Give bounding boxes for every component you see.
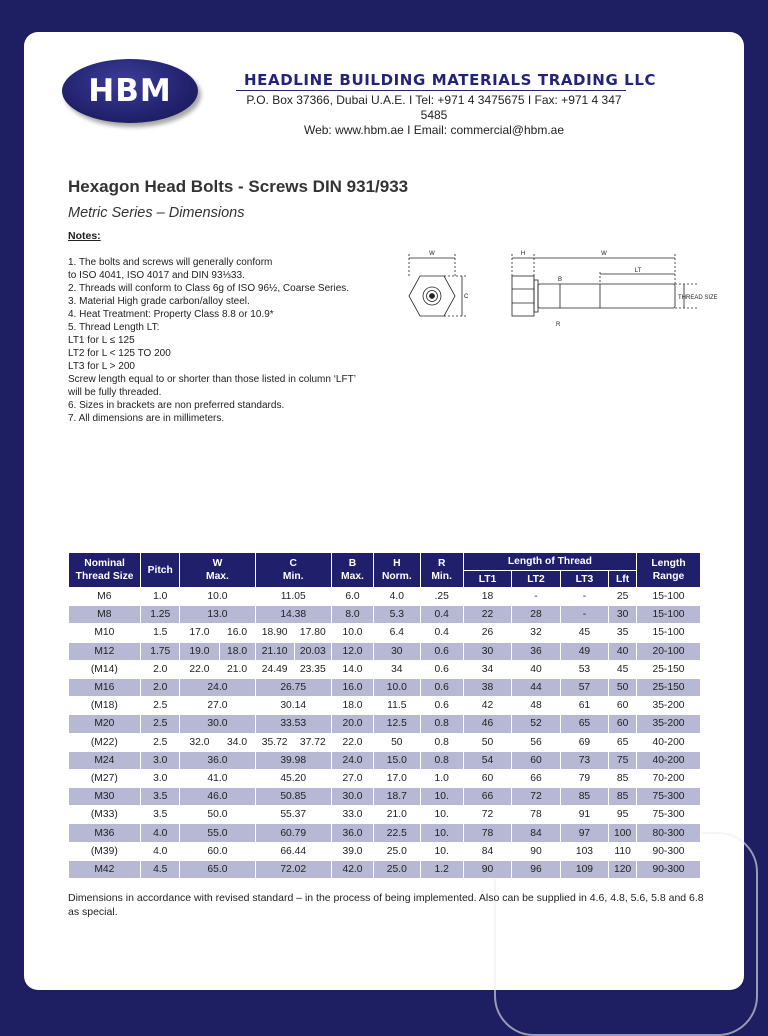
table-cell: 50 <box>609 678 637 696</box>
table-cell: 17.80 <box>294 624 331 642</box>
table-cell: (M22) <box>69 733 141 751</box>
header-r: R <box>437 558 446 569</box>
web-line: Web: www.hbm.ae I Email: commercial@hbm.ae <box>303 123 565 137</box>
table-cell: 22.0 <box>180 660 219 678</box>
table-cell: 6.4 <box>374 624 420 642</box>
table-cell: 24.0 <box>331 751 373 769</box>
table-cell: 60 <box>512 751 560 769</box>
table-cell: 22 <box>463 606 511 624</box>
table-row <box>69 769 701 787</box>
table-cell: 3.0 <box>141 751 180 769</box>
table-cell: (M33) <box>69 806 141 824</box>
header-w: W <box>212 558 223 569</box>
notes-list <box>68 256 408 425</box>
table-cell: 65 <box>609 733 637 751</box>
table-cell: 14.38 <box>255 606 331 624</box>
table-cell: 1.5 <box>141 624 180 642</box>
table-cell: 120 <box>609 860 637 878</box>
table-cell: 18 <box>463 588 511 606</box>
table-cell: 30 <box>374 642 420 660</box>
table-cell: 53 <box>560 660 608 678</box>
header-h-norm: Norm. <box>381 571 412 582</box>
table-cell: 91 <box>560 806 608 824</box>
label-w-length: W <box>601 251 607 257</box>
table-cell: 17.0 <box>374 769 420 787</box>
table-cell: 4.0 <box>141 842 180 860</box>
table-cell: 27.0 <box>180 697 255 715</box>
table-cell: 40 <box>512 660 560 678</box>
table-cell: 0.6 <box>420 642 463 660</box>
table-cell: 90 <box>512 842 560 860</box>
table-cell: M42 <box>69 860 141 878</box>
table-cell: 25.0 <box>374 842 420 860</box>
note-line: Screw length equal to or shorter than those listed in column ‘LFT’ <box>68 374 356 385</box>
col-pitch: Pitch <box>141 553 180 588</box>
table-cell: 1.75 <box>141 642 180 660</box>
table-cell: 90 <box>463 860 511 878</box>
table-cell: 50 <box>463 733 511 751</box>
col-w <box>180 553 255 588</box>
table-cell: 32.0 <box>180 733 219 751</box>
label-r: R <box>556 322 561 328</box>
table-cell: M24 <box>69 751 141 769</box>
table-cell: 80-300 <box>637 824 701 842</box>
table-row <box>69 678 701 696</box>
table-cell: 25 <box>609 588 637 606</box>
note-line: LT1 for L ≤ 125 <box>68 335 135 346</box>
table-cell: 45 <box>609 660 637 678</box>
table-cell: 4.0 <box>374 588 420 606</box>
table-cell: 78 <box>463 824 511 842</box>
logo-text: HBM <box>88 73 172 109</box>
table-cell: 39.0 <box>331 842 373 860</box>
header-r-min: Min. <box>431 571 452 582</box>
table-cell: (M14) <box>69 660 141 678</box>
table-cell: 30.14 <box>255 697 331 715</box>
table-cell: 4.5 <box>141 860 180 878</box>
table-cell: - <box>560 588 608 606</box>
table-cell: 10.0 <box>374 678 420 696</box>
table-cell: 30 <box>463 642 511 660</box>
table-row <box>69 842 701 860</box>
table-cell: 1.2 <box>420 860 463 878</box>
table-cell: 3.5 <box>141 806 180 824</box>
table-cell: 5.3 <box>374 606 420 624</box>
label-c: C <box>464 294 469 300</box>
table-cell: 0.4 <box>420 606 463 624</box>
table-cell: 69 <box>560 733 608 751</box>
table-row <box>69 824 701 842</box>
table-cell: 103 <box>560 842 608 860</box>
table-cell: 14.0 <box>331 660 373 678</box>
note-line: LT3 for L > 200 <box>68 361 135 372</box>
note-line: 4. Heat Treatment: Property Class 8.8 or 10.9* <box>68 309 274 320</box>
table-cell: M16 <box>69 678 141 696</box>
table-cell: 18.90 <box>255 624 294 642</box>
table-cell: 15-100 <box>637 624 701 642</box>
table-cell: 100 <box>609 824 637 842</box>
table-cell: 1.0 <box>141 588 180 606</box>
table-cell: 84 <box>463 842 511 860</box>
header-range-line2: Range <box>652 571 685 582</box>
table-cell: 25.0 <box>374 860 420 878</box>
table-cell: 2.0 <box>141 678 180 696</box>
table-cell: 95 <box>609 806 637 824</box>
table-row <box>69 860 701 878</box>
header-range-line1: Length <box>651 558 686 569</box>
col-lt3: LT3 <box>560 571 608 588</box>
table-cell: 66 <box>463 788 511 806</box>
table-row <box>69 660 701 678</box>
table-row <box>69 624 701 642</box>
header-nominal-line1: Nominal <box>84 558 125 569</box>
note-line: LT2 for L < 125 TO 200 <box>68 348 171 359</box>
table-cell: 35-200 <box>637 715 701 733</box>
table-cell: 42 <box>463 697 511 715</box>
table-cell: 97 <box>560 824 608 842</box>
table-cell: 50 <box>374 733 420 751</box>
table-cell: 60 <box>609 715 637 733</box>
table-cell: 40-200 <box>637 733 701 751</box>
table-cell: 110 <box>609 842 637 860</box>
table-cell: 10. <box>420 824 463 842</box>
table-cell: 60.79 <box>255 824 331 842</box>
table-cell: 90-300 <box>637 860 701 878</box>
contact-info <box>234 93 634 138</box>
table-cell: M20 <box>69 715 141 733</box>
table-cell: 34 <box>374 660 420 678</box>
table-cell: - <box>512 588 560 606</box>
table-cell: (M39) <box>69 842 141 860</box>
col-c <box>255 553 331 588</box>
table-row <box>69 733 701 751</box>
table-cell: 12.0 <box>331 642 373 660</box>
header-b: B <box>348 558 357 569</box>
table-cell: 0.8 <box>420 733 463 751</box>
notes-heading: Notes: <box>68 230 101 242</box>
header-h: H <box>393 558 401 569</box>
table-cell: 84 <box>512 824 560 842</box>
table-cell: 40-200 <box>637 751 701 769</box>
table-cell: 38 <box>463 678 511 696</box>
table-cell: 34.0 <box>219 733 255 751</box>
table-cell: 65 <box>560 715 608 733</box>
header-rule <box>236 90 626 91</box>
table-cell: 66 <box>512 769 560 787</box>
table-cell: (M27) <box>69 769 141 787</box>
table-cell: 35-200 <box>637 697 701 715</box>
table-cell: 41.0 <box>180 769 255 787</box>
note-line: 5. Thread Length LT: <box>68 322 160 333</box>
table-cell: 66.44 <box>255 842 331 860</box>
table-cell: 33.53 <box>255 715 331 733</box>
table-cell: 15-100 <box>637 606 701 624</box>
table-cell: 50.85 <box>255 788 331 806</box>
table-cell: 36.0 <box>180 751 255 769</box>
col-lt1: LT1 <box>463 571 511 588</box>
note-line: to ISO 4041, ISO 4017 and DIN 93⅓33. <box>68 270 245 281</box>
table-cell: 3.5 <box>141 788 180 806</box>
col-length-of-thread: Length of Thread <box>463 553 636 571</box>
table-cell: M30 <box>69 788 141 806</box>
header-w-max: Max. <box>206 571 229 582</box>
table-cell: 45.20 <box>255 769 331 787</box>
table-cell: 30.0 <box>331 788 373 806</box>
table-cell: 46 <box>463 715 511 733</box>
table-cell: 96 <box>512 860 560 878</box>
table-cell: 25-150 <box>637 678 701 696</box>
table-cell: 16.0 <box>219 624 255 642</box>
table-cell: 32 <box>512 624 560 642</box>
table-cell: 0.8 <box>420 751 463 769</box>
table-cell: 26.75 <box>255 678 331 696</box>
table-cell: M6 <box>69 588 141 606</box>
table-cell: 39.98 <box>255 751 331 769</box>
table-cell: 12.5 <box>374 715 420 733</box>
label-w-head: W <box>429 251 435 257</box>
table-cell: 56 <box>512 733 560 751</box>
table-cell: 46.0 <box>180 788 255 806</box>
table-cell: 45 <box>560 624 608 642</box>
table-cell: 20.03 <box>294 642 331 660</box>
note-line: 6. Sizes in brackets are non preferred standards. <box>68 400 285 411</box>
hex-head-side-view <box>512 276 534 316</box>
col-r <box>420 553 463 588</box>
label-lt: LT <box>634 268 642 274</box>
table-row <box>69 806 701 824</box>
table-cell: 10.0 <box>331 624 373 642</box>
table-cell: M36 <box>69 824 141 842</box>
table-cell: 3.0 <box>141 769 180 787</box>
table-cell: 0.6 <box>420 697 463 715</box>
table-cell: 48 <box>512 697 560 715</box>
table-cell: 0.6 <box>420 660 463 678</box>
table-cell: M10 <box>69 624 141 642</box>
table-cell: 1.0 <box>420 769 463 787</box>
table-cell: 22.0 <box>331 733 373 751</box>
table-cell: 50.0 <box>180 806 255 824</box>
col-lt2: LT2 <box>512 571 560 588</box>
table-cell: 10. <box>420 788 463 806</box>
table-cell: 75-300 <box>637 788 701 806</box>
table-cell: 35 <box>609 624 637 642</box>
table-cell: 18.0 <box>331 697 373 715</box>
table-cell: 0.6 <box>420 678 463 696</box>
table-cell: 33.0 <box>331 806 373 824</box>
note-line: 3. Material High grade carbon/alloy steel. <box>68 296 250 307</box>
table-cell: 8.0 <box>331 606 373 624</box>
table-cell: 25-150 <box>637 660 701 678</box>
table-cell: 15.0 <box>374 751 420 769</box>
table-cell: 85 <box>609 788 637 806</box>
company-name: HEADLINE BUILDING MATERIALS TRADING LLC <box>244 71 657 89</box>
table-cell: 73 <box>560 751 608 769</box>
table-cell: 60.0 <box>180 842 255 860</box>
col-length-range <box>637 553 701 588</box>
label-b: B <box>558 277 563 283</box>
document-page <box>24 32 744 990</box>
table-cell: 61 <box>560 697 608 715</box>
table-cell: 24.0 <box>180 678 255 696</box>
header-c-min: Min. <box>282 571 304 582</box>
table-cell: 72 <box>512 788 560 806</box>
table-cell: 34 <box>463 660 511 678</box>
table-cell: 19.0 <box>180 642 219 660</box>
table-cell: 90-300 <box>637 842 701 860</box>
table-body <box>69 588 701 879</box>
table-cell: 18.7 <box>374 788 420 806</box>
table-cell: 40 <box>609 642 637 660</box>
table-cell: 70-200 <box>637 769 701 787</box>
table-cell: 26 <box>463 624 511 642</box>
header-b-max: Max. <box>341 571 364 582</box>
table-cell: 79 <box>560 769 608 787</box>
table-cell: 36 <box>512 642 560 660</box>
dimensions-table <box>68 552 701 879</box>
table-cell: 2.5 <box>141 715 180 733</box>
table-cell: 30 <box>609 606 637 624</box>
table-cell: 1.25 <box>141 606 180 624</box>
col-h <box>374 553 420 588</box>
label-h: H <box>520 251 526 257</box>
table-cell: 37.72 <box>294 733 331 751</box>
header-nominal-line2: Thread Size <box>75 571 134 582</box>
table-cell: M12 <box>69 642 141 660</box>
table-cell: 35.72 <box>255 733 294 751</box>
address-line: P.O. Box 37366, Dubai U.A.E. I Tel: +971 4 3475675 I Fax: +971 4 347 5485 <box>246 93 622 122</box>
table-row <box>69 588 701 606</box>
table-cell: - <box>560 606 608 624</box>
table-cell: 10. <box>420 842 463 860</box>
table-cell: 49 <box>560 642 608 660</box>
table-cell: 10.0 <box>180 588 255 606</box>
col-nominal <box>69 553 141 588</box>
table-cell: 4.0 <box>141 824 180 842</box>
table-cell: 42.0 <box>331 860 373 878</box>
table-cell: .25 <box>420 588 463 606</box>
table-cell: 11.5 <box>374 697 420 715</box>
table-cell: 44 <box>512 678 560 696</box>
table-cell: (M18) <box>69 697 141 715</box>
table-cell: 28 <box>512 606 560 624</box>
table-cell: 85 <box>609 769 637 787</box>
table-cell: 17.0 <box>180 624 219 642</box>
table-cell: 27.0 <box>331 769 373 787</box>
table-row <box>69 788 701 806</box>
table-row <box>69 751 701 769</box>
table-cell: 16.0 <box>331 678 373 696</box>
table-cell: 20.0 <box>331 715 373 733</box>
table-cell: 2.5 <box>141 733 180 751</box>
table-cell: 0.4 <box>420 624 463 642</box>
page-subtitle: Metric Series – Dimensions <box>68 205 245 221</box>
col-b <box>331 553 373 588</box>
table-cell: 36.0 <box>331 824 373 842</box>
table-cell: 18.0 <box>219 642 255 660</box>
footer-note: Dimensions in accordance with revised standard – in the process of being implemented. Also can be supplied in 4.6, 4.8, 5.6, 5.8 and 6.8 as special. <box>68 892 704 918</box>
table-cell: 15-100 <box>637 588 701 606</box>
table-cell: 60 <box>609 697 637 715</box>
header-c: C <box>289 558 297 569</box>
note-line: 7. All dimensions are in millimeters. <box>68 413 225 424</box>
bolt-shank <box>538 284 675 308</box>
table-row <box>69 642 701 660</box>
note-line: will be fully threaded. <box>68 387 162 398</box>
table-cell: 2.5 <box>141 697 180 715</box>
table-cell: 10. <box>420 806 463 824</box>
table-cell: 21.0 <box>219 660 255 678</box>
table-cell: 20-100 <box>637 642 701 660</box>
table-cell: 85 <box>560 788 608 806</box>
table-cell: 78 <box>512 806 560 824</box>
table-cell: 13.0 <box>180 606 255 624</box>
table-cell: 24.49 <box>255 660 294 678</box>
page-title: Hexagon Head Bolts - Screws DIN 931/933 <box>68 177 409 196</box>
table-cell: 60 <box>463 769 511 787</box>
col-lft: Lft <box>609 571 637 588</box>
table-cell: 75 <box>609 751 637 769</box>
table-cell: 72 <box>463 806 511 824</box>
table-cell: 0.8 <box>420 715 463 733</box>
table-cell: 11.05 <box>255 588 331 606</box>
hbm-logo <box>62 59 198 123</box>
table-cell: 57 <box>560 678 608 696</box>
table-cell: 55.37 <box>255 806 331 824</box>
table-cell: 52 <box>512 715 560 733</box>
table-cell: 72.02 <box>255 860 331 878</box>
table-cell: 54 <box>463 751 511 769</box>
table-cell: 109 <box>560 860 608 878</box>
table-row <box>69 606 701 624</box>
table-row <box>69 697 701 715</box>
table-cell: 2.0 <box>141 660 180 678</box>
table-cell: 21.0 <box>374 806 420 824</box>
table-cell: 75-300 <box>637 806 701 824</box>
table-cell: 23.35 <box>294 660 331 678</box>
table-cell: 6.0 <box>331 588 373 606</box>
table-row <box>69 715 701 733</box>
table-cell: 21.10 <box>255 642 294 660</box>
label-thread-size: THREAD SIZE <box>678 295 718 301</box>
table-cell: 22.5 <box>374 824 420 842</box>
table-cell: 30.0 <box>180 715 255 733</box>
bolt-dimension-diagram <box>402 244 718 336</box>
note-line: 1. The bolts and screws will generally conform <box>68 257 273 268</box>
table-cell: M8 <box>69 606 141 624</box>
table-cell: 65.0 <box>180 860 255 878</box>
note-line: 2. Threads will conform to Class 6g of ISO 96½, Coarse Series. <box>68 283 350 294</box>
table-cell: 55.0 <box>180 824 255 842</box>
